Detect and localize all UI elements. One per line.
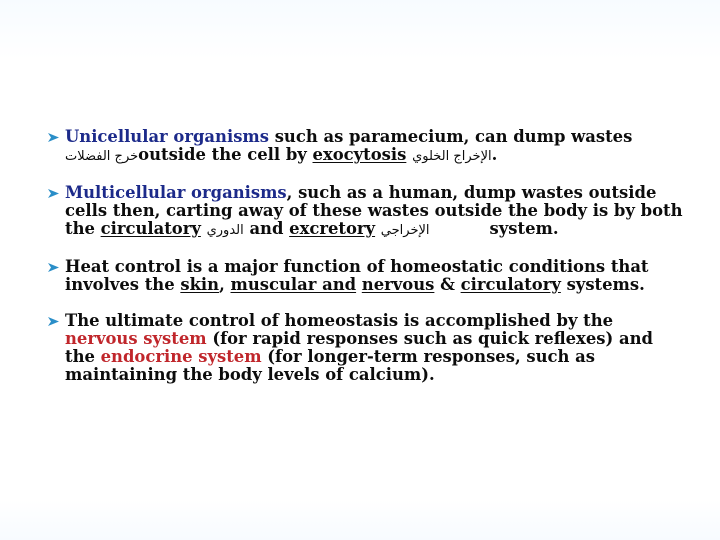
text: , — [219, 275, 231, 294]
slide-content — [45, 128, 685, 402]
text: system. — [489, 219, 559, 238]
keyword-excretory: excretory — [289, 219, 376, 238]
term-multicellular: Multicellular organisms — [65, 183, 287, 202]
arabic-term: الدوري — [206, 223, 244, 238]
text: systems. — [560, 275, 645, 294]
slide-top-band — [0, 0, 720, 60]
text: The ultimate control of homeostasis is accomplished by the — [65, 311, 614, 330]
bullet-heat-control — [45, 258, 685, 294]
keyword-exocytosis: exocytosis — [312, 145, 407, 164]
arabic-term: خرج الفضلات — [65, 149, 139, 164]
arrow-bullet-icon — [47, 316, 60, 327]
keyword-nervous: nervous — [361, 275, 435, 294]
text: & — [434, 275, 461, 294]
text: outside the cell by — [138, 145, 313, 164]
arrow-bullet-icon — [47, 188, 60, 199]
slide-bottom-band — [0, 500, 720, 540]
keyword-muscular: muscular and — [230, 275, 357, 294]
bullet-multicellular — [45, 184, 685, 240]
term-endocrine-system: endocrine system — [100, 347, 262, 366]
text: such as paramecium, can dump wastes — [269, 127, 633, 146]
keyword-circulatory: circulatory — [100, 219, 201, 238]
text: (for rapid responses such as quick reflexes) and the — [65, 329, 653, 366]
arabic-term: الإخراج الخلوي — [412, 149, 492, 164]
text: (for longer-term responses, such as maintaining the body levels of calcium). — [65, 347, 595, 384]
arrow-bullet-icon — [47, 132, 60, 143]
text: Heat control is a major function of homeostatic conditions that involves the — [65, 257, 649, 294]
bullet-ultimate-control — [45, 312, 685, 384]
keyword-skin: skin — [180, 275, 220, 294]
text: , such as a human, dump wastes outside cells then, carting away of these wastes outside the body is by both the — [65, 183, 683, 238]
text: and — [243, 219, 290, 238]
term-nervous-system: nervous system — [65, 329, 207, 348]
keyword-circulatory: circulatory — [460, 275, 561, 294]
arrow-bullet-icon — [47, 262, 60, 273]
arabic-term: الإخراجي — [380, 223, 430, 238]
term-unicellular: Unicellular organisms — [65, 127, 269, 146]
bullet-unicellular — [45, 128, 685, 166]
text: . — [491, 145, 498, 164]
